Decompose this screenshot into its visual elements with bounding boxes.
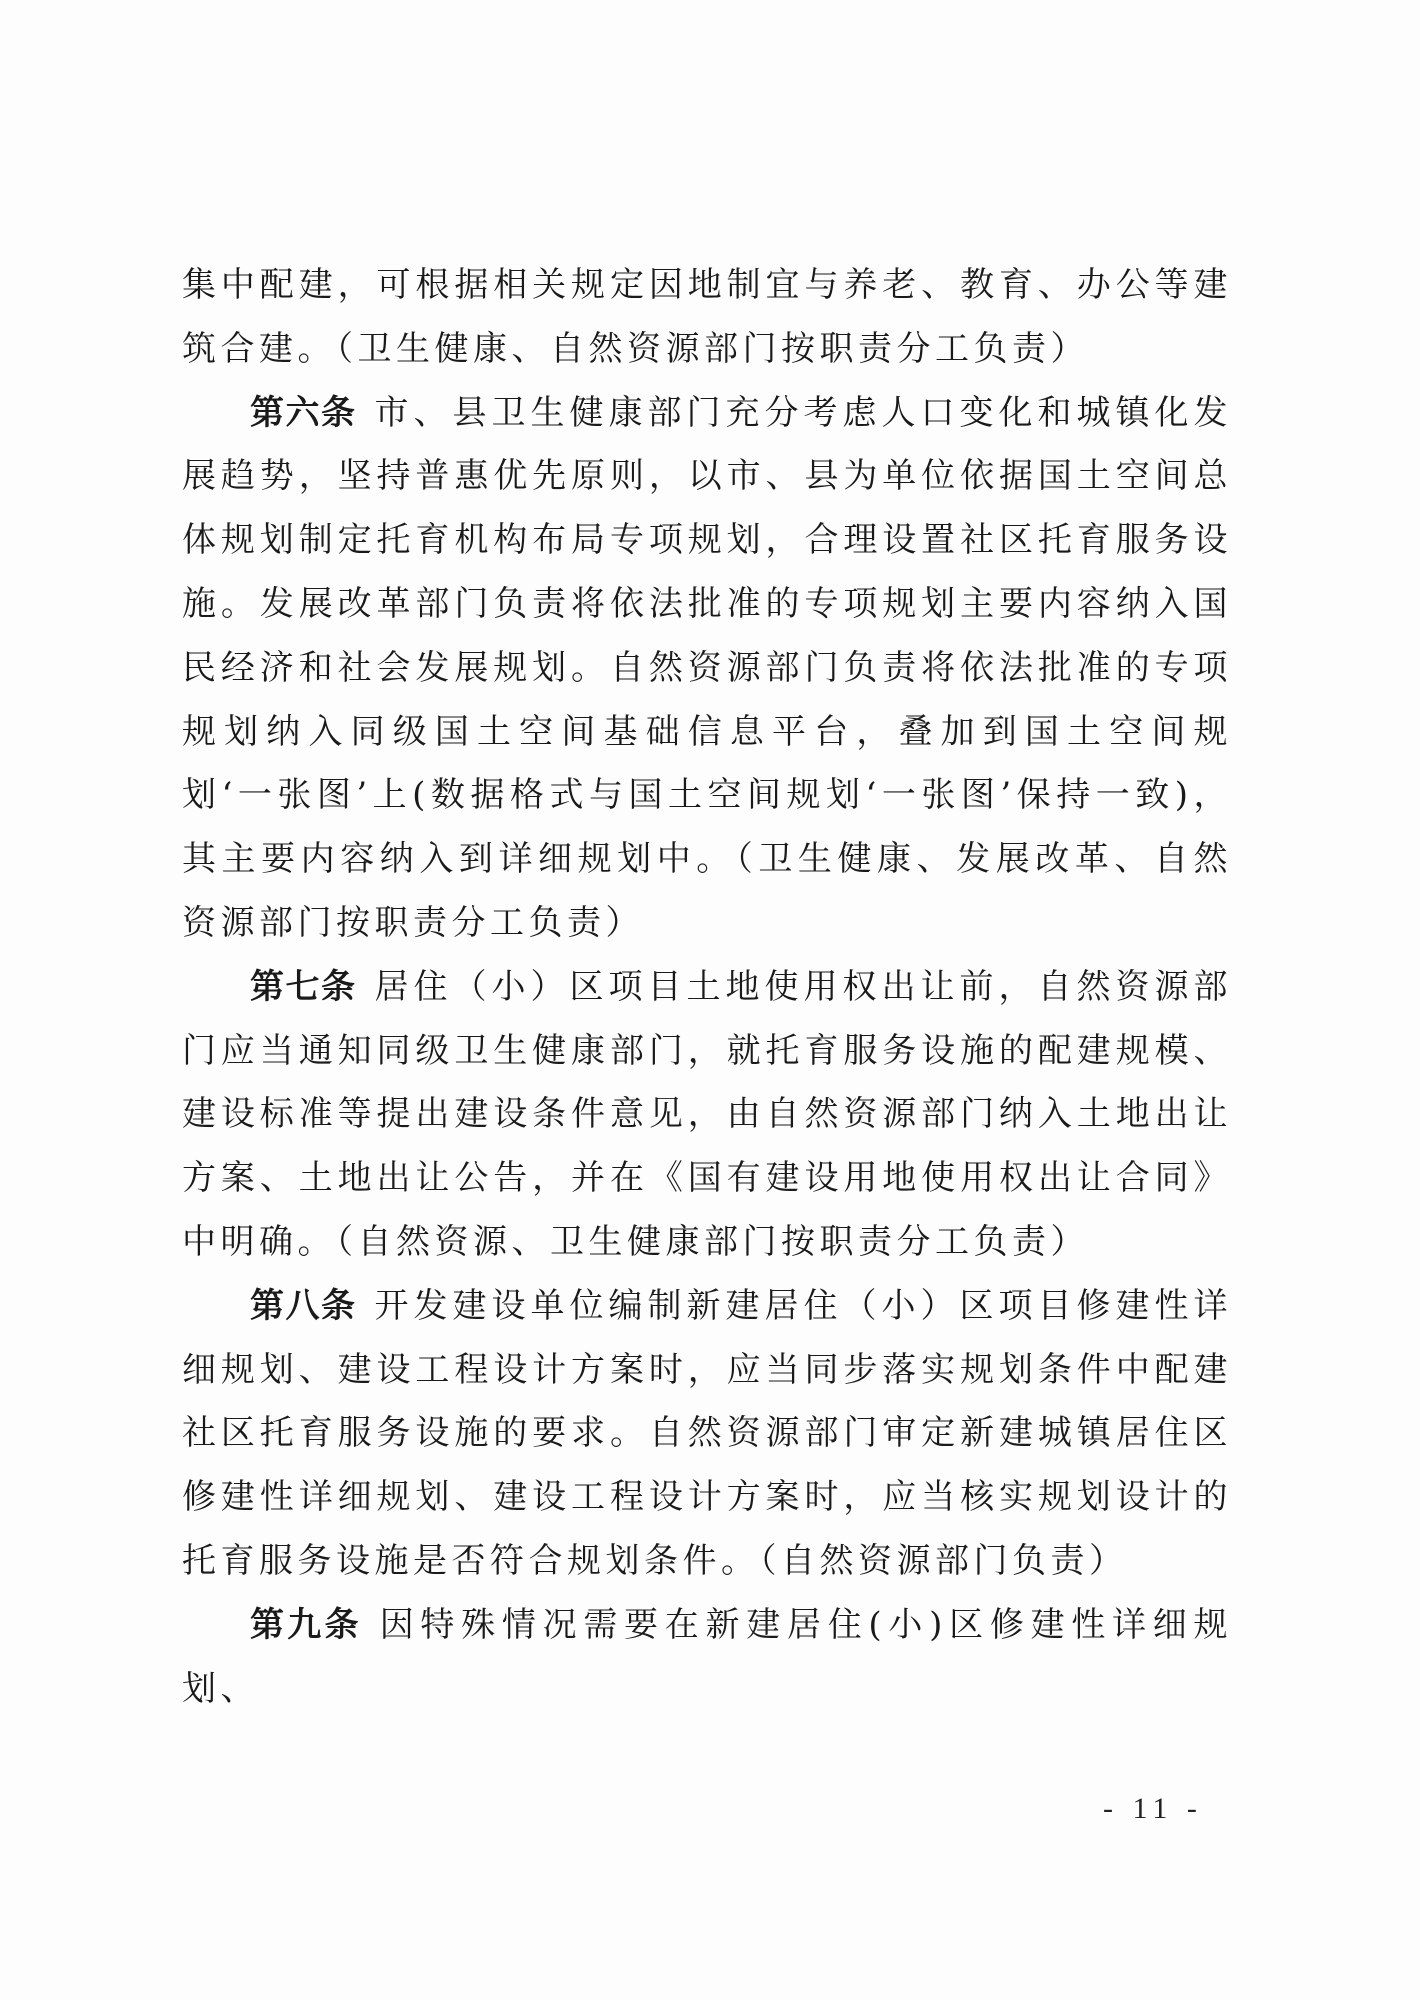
document-body — [182, 254, 1232, 1721]
article-heading: 第九条 — [250, 1604, 362, 1645]
paragraph-continuation — [182, 254, 1232, 382]
paragraph-text: 集中配建，可根据相关规定因地制宜与养老、教育、办公等建筑合建。（卫生健康、自然资源部门按职责分工负责） — [182, 265, 1232, 369]
article-text: 居住（小）区项目土地使用权出让前，自然资源部门应当通知同级卫生健康部门，就托育服务设施的配建规模、建设标准等提出建设条件意见，由自然资源部门纳入土地出让方案、土地出让公告，并在《国有建设用地使用权出让合同》中明确。（自然资源、卫生健康部门按职责分工负责） — [182, 966, 1232, 1262]
article-6 — [182, 382, 1232, 956]
article-9 — [182, 1594, 1232, 1722]
article-heading: 第六条 — [250, 392, 357, 433]
article-heading: 第八条 — [250, 1285, 357, 1326]
article-8 — [182, 1275, 1232, 1594]
page-number: - 11 - — [1103, 1792, 1203, 1825]
article-text: 因特殊情况需要在新建居住(小)区修建性详细规划、 — [182, 1604, 1233, 1709]
article-text: 市、县卫生健康部门充分考虑人口变化和城镇化发展趋势，坚持普惠优先原则，以市、县为单位依据国土空间总体规划制定托育机构布局专项规划，合理设置社区托育服务设施。发展改革部门负责将依法批准的专项规划主要内容纳入国民经济和社会发展规划。自然资源部门负责将依法批准的专项规划纳入同级国土空间基础信息平台，叠加到国土空间规划‘一张图’上(数据格式与国土空间规划‘一张图’保持一致)，其主要内容纳入到详细规划中。（卫生健康、发展改革、自然资源部门按职责分工负责） — [182, 392, 1232, 943]
article-7 — [182, 956, 1232, 1275]
article-heading: 第七条 — [250, 966, 357, 1007]
article-text: 开发建设单位编制新建居住（小）区项目修建性详细规划、建设工程设计方案时，应当同步落实规划条件中配建社区托育服务设施的要求。自然资源部门审定新建城镇居住区修建性详细规划、建设工程设计方案时，应当核实规划设计的托育服务设施是否符合规划条件。（自然资源部门负责） — [182, 1285, 1232, 1581]
